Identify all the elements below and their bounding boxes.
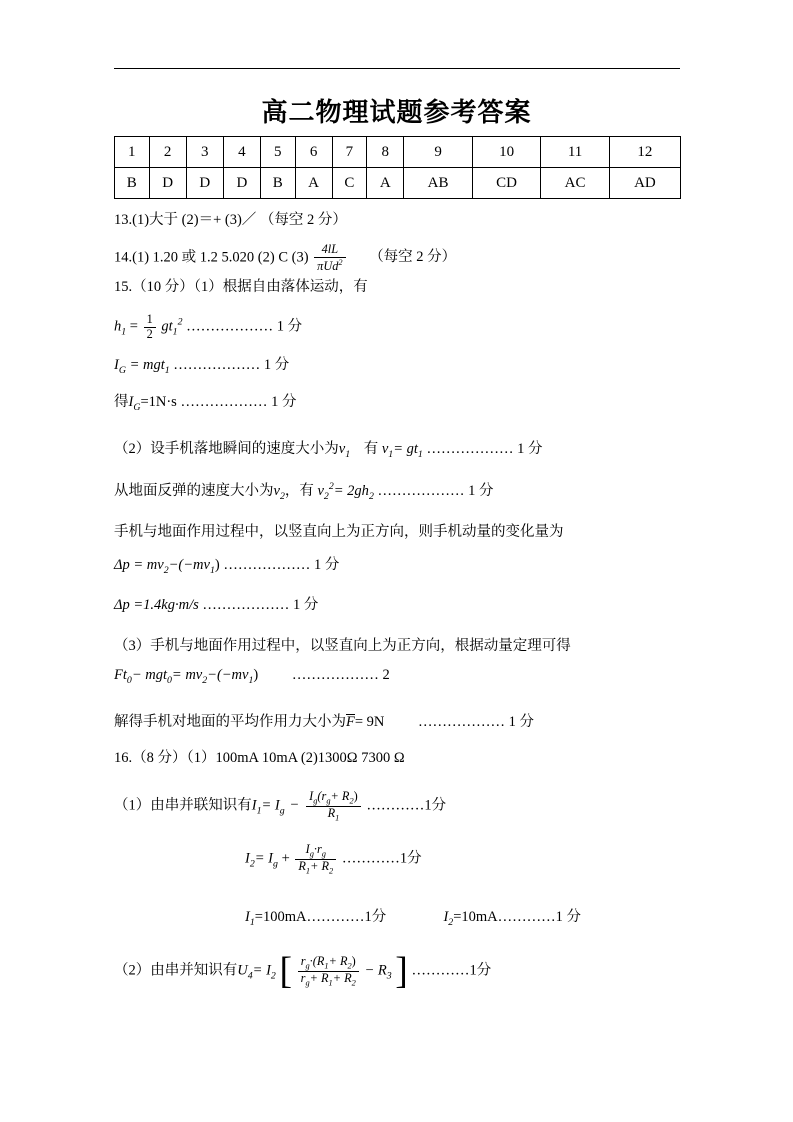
q15-equals: = (129, 318, 138, 335)
q16-eq2-denominator: $R_1+ R_2$ (298, 858, 334, 876)
table-cell-answer: D (149, 168, 186, 199)
q15-score-note: ……………… 1 分 (426, 441, 543, 457)
q15-score-note: ……………… 1 分 (173, 357, 290, 373)
q15-mgt-term: = mgt (129, 357, 165, 373)
question-16-head: 16.（8 分）（1）100mA 10mA (2)1300Ω 7300 Ω (114, 750, 405, 766)
q16-score-note: …………1分 (411, 962, 492, 979)
question-13-line: 13.(1)大于 (2)＝+ (3)／ （每空 2 分） (114, 212, 347, 228)
right-bracket: ] (395, 949, 408, 992)
q15-momentum-theorem-eq: $Ft_0- mgt_0= mv_2-(-mv_1)$ ……………… 2 (114, 667, 390, 686)
table-cell-number: 5 (260, 137, 295, 168)
table-cell-number: 12 (609, 137, 680, 168)
q14-fraction (314, 243, 345, 273)
answer-table (114, 136, 681, 199)
q16-eq2-fraction (295, 843, 336, 875)
table-cell-answer: A (295, 168, 332, 199)
q15-score-note: ……………… 1 分 (418, 714, 535, 730)
q15-delta-p-eq: $\Delta p = mv_2-(-mv_1)$ ……………… 1 分 (114, 557, 340, 576)
q15-score-note: ……………… 2 (291, 667, 390, 683)
q15-result-prefix: 得 (114, 394, 129, 410)
q15-result-impulse: 得$I_G=1N\cdot s$ ……………… 1 分 (114, 394, 297, 413)
q15-half-fraction: $\frac{1}{2}$ (144, 313, 156, 341)
table-cell-number: 10 (472, 137, 541, 168)
question-14-line (114, 243, 456, 273)
q14-suffix: （每空 2 分） (369, 249, 457, 266)
q15-score-note: ……………… 1 分 (223, 557, 340, 573)
q15-avg-force-symbol: F (346, 714, 355, 730)
q16-part1-results: $I_1=100mA\dots\dots\dots\dots 1$分 $I_2=10mA\dots\dots\dots\dots 1$ 分 (245, 909, 582, 928)
table-cell-answer: B (115, 168, 150, 199)
q15-final-force: 解得手机对地面的平均作用力大小为F= 9N ……………… 1 分 (114, 714, 535, 730)
q15-part2-line1: （2）设手机落地瞬间的速度大小为$v_1$ 有 $v_1= gt_1$ ……………… 1 分 (114, 441, 543, 460)
table-row-numbers (115, 137, 681, 168)
left-bracket: [ (279, 949, 293, 992)
table-cell-answer: AD (609, 168, 680, 199)
q16-eq1-fraction (306, 790, 361, 822)
q15-eq-impulse: $I_G = mgt_1$ ……………… 1 分 (114, 357, 290, 376)
q15-score-note: ……………… 1 分 (186, 318, 303, 335)
table-row-answers (115, 168, 681, 199)
header-rule (114, 68, 680, 69)
q16-eq2-numerator: $I_g\cdot r_g$ (295, 843, 336, 860)
table-cell-number: 7 (332, 137, 367, 168)
table-cell-answer: CD (472, 168, 541, 199)
table-cell-number: 9 (404, 137, 473, 168)
q16-eq1-denominator: $R_1$ (327, 805, 340, 823)
q16-score-note: …………1分 (366, 797, 447, 814)
q15-score-note: ……………… 1 分 (202, 597, 319, 613)
table-cell-answer: D (223, 168, 260, 199)
question-15-head: 15.（10 分）（1）根据自由落体运动，有 (114, 279, 368, 295)
q15-score-note: ……………… 1 分 (180, 394, 297, 410)
q15-I-symbol: I (114, 357, 119, 373)
table-cell-number: 2 (149, 137, 186, 168)
q16-part2-eq: （2）由串并知识有$U_4= I_2$ [ $\frac{r_g\cdot(R_1+ R_2)}{r_g+ R_1+ R_2}$ − $R_3$ ] …………1分 (114, 949, 492, 992)
table-cell-number: 1 (115, 137, 150, 168)
q16-eq3-fraction (298, 955, 359, 987)
table-cell-number: 4 (223, 137, 260, 168)
q16-eq3-denominator: $r_g+ R_1+ R_2$ (300, 970, 356, 988)
q15-gt-term: gt (161, 318, 173, 335)
table-cell-number: 11 (541, 137, 610, 168)
q15-eq-h1: $h_1$ = $\frac{1}{2}$ $gt_1^2$ ……………… 1 分 (114, 312, 303, 341)
page-title: 高二物理试题参考答案 (261, 98, 532, 128)
table-cell-answer: C (332, 168, 367, 199)
q15-part2-line3: 手机与地面作用过程中，以竖直向上为正方向，则手机动量的变化量为 (114, 524, 564, 540)
table-cell-answer: A (367, 168, 404, 199)
q16-eq3-numerator: $r_g\cdot(R_1+ R_2)$ (298, 955, 359, 972)
q16-eq1-numerator: $I_g(r_g+ R_2)$ (306, 790, 361, 807)
q14-fraction-denominator: πUd$^2$ (317, 257, 343, 273)
table-cell-number: 8 (367, 137, 404, 168)
q14-prefix: 14.(1) 1.20 或 1.2 5.020 (2) C (3) (114, 249, 309, 266)
q15-score-note: ……………… 1 分 (377, 483, 494, 499)
q14-fraction-numerator: 4lL (314, 243, 345, 258)
table-cell-number: 6 (295, 137, 332, 168)
q15-part3-line: （3）手机与地面作用过程中，以竖直向上为正方向，根据动量定理可得 (114, 638, 571, 654)
table-cell-answer: AC (541, 168, 610, 199)
q16-score-note: …………1分 (341, 850, 422, 867)
table-cell-answer: B (260, 168, 295, 199)
table-cell-answer: AB (404, 168, 473, 199)
q15-part2-line2: 从地面反弹的速度大小为$v_2$，有 $v_2^2= 2gh_2$ ……………… 1 分 (114, 481, 494, 502)
table-cell-answer: D (186, 168, 223, 199)
q16-part1-eq1: （1）由串并联知识有$I_1= I_g$ − $\frac{I_g(r_g+ R_2)}{R_1}$ …………1分 (114, 789, 447, 823)
table-cell-number: 3 (186, 137, 223, 168)
q15-h-symbol: h (114, 318, 122, 335)
q15-delta-p-value: Δp =1.4kg·m/s ……………… 1 分 (114, 597, 319, 613)
q16-part1-eq2: $I_2= I_g$ + $\frac{I_g\cdot r_g}{R_1+ R_2}$ …………1分 (245, 842, 422, 876)
